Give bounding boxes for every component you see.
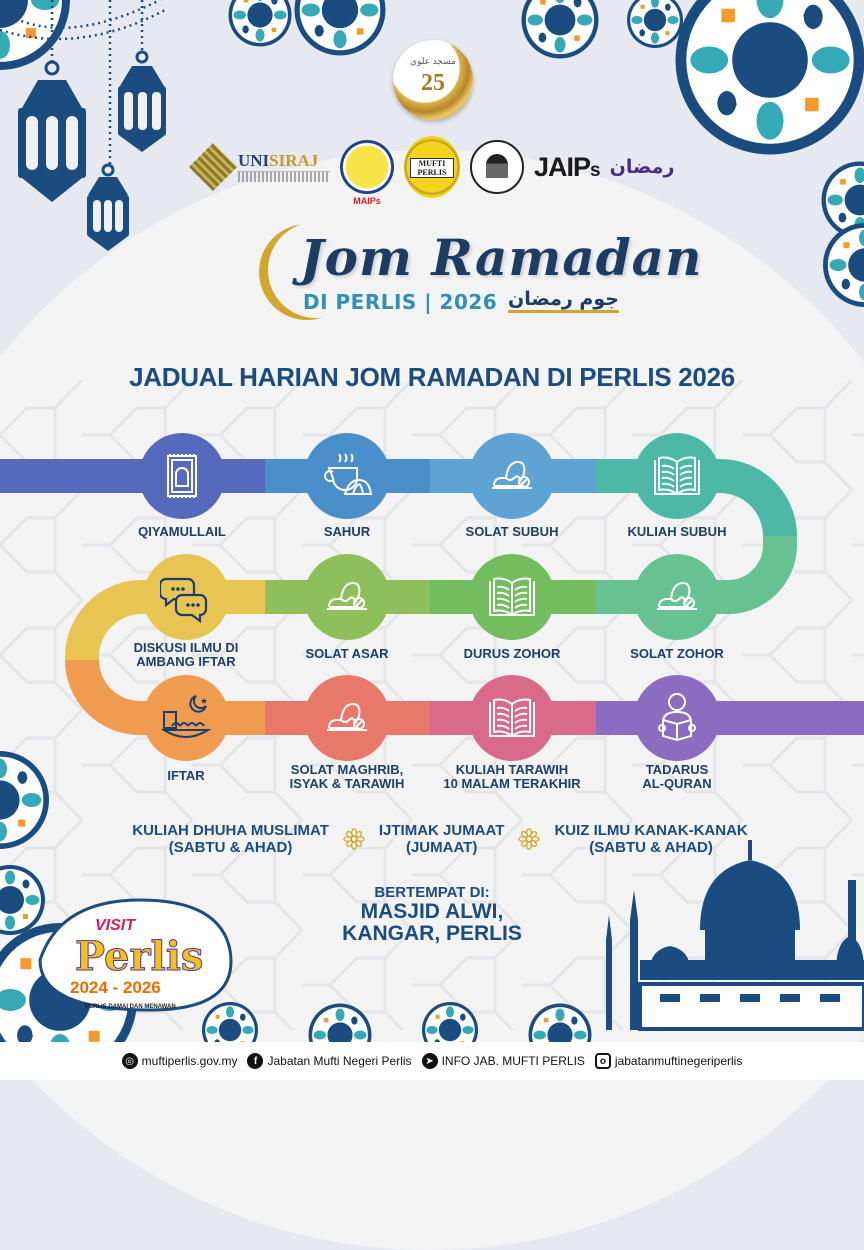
open-book-icon — [486, 692, 538, 744]
footer-contacts — [0, 1042, 864, 1080]
globe-icon: ◎ — [122, 1053, 138, 1069]
instagram-link[interactable]: o jabatanmuftinegeriperlis — [595, 1053, 742, 1069]
facebook-link[interactable]: f Jabatan Mufti Negeri Perlis — [247, 1053, 411, 1069]
solat-maghrib-label: SOLAT MAGHRIB, ISYAK & TARAWIH — [289, 762, 405, 791]
sahur-node — [304, 433, 390, 519]
sujud-icon — [321, 692, 373, 744]
dates-moon-icon — [160, 692, 212, 744]
svg-text:2024 - 2026: 2024 - 2026 — [70, 978, 161, 997]
kuiz-ilmu-item: KUIZ ILMU KANAK-KANAK (SABTU & AHAD) — [554, 822, 748, 856]
event-title: Jom Ramadan — [300, 228, 703, 287]
masjid-alwi-logo — [470, 140, 524, 194]
kuliah-tarawih-label: KULIAH TARAWIH 10 MALAM TERAKHIR — [443, 762, 581, 791]
kuliah-subuh-label: KULIAH SUBUH — [627, 524, 727, 539]
chat-bubbles-icon — [160, 571, 212, 623]
iftar-label: IFTAR — [167, 768, 205, 783]
solat-subuh-label: SOLAT SUBUH — [465, 524, 559, 539]
solat-zohor-label: SOLAT ZOHOR — [630, 646, 724, 661]
solat-subuh-node — [469, 433, 555, 519]
telegram-link[interactable]: ➤ INFO JAB. MUFTI PERLIS — [422, 1053, 585, 1069]
durus-zohor-node — [469, 554, 555, 640]
event-arabic-title: جوم رمضان — [508, 288, 619, 313]
maips-logo: MAIPs — [340, 140, 394, 194]
kuliah-subuh-node — [634, 433, 720, 519]
sujud-icon — [651, 571, 703, 623]
qiyamullail-label: QIYAMULLAIL — [138, 524, 226, 539]
qiyamullail-node — [139, 433, 225, 519]
visit-perlis-logo — [30, 890, 240, 1020]
tadarus-label: TADARUS AL-QURAN — [642, 762, 712, 791]
partner-logos — [192, 132, 692, 206]
open-book-icon — [486, 571, 538, 623]
unisiraj-emblem-icon — [189, 143, 237, 191]
diskusi-ilmu-node — [143, 554, 229, 640]
jaips-logo: JAIPs — [534, 151, 600, 182]
lanterns-decoration — [0, 0, 200, 260]
facebook-icon: f — [247, 1053, 263, 1069]
anniversary-25-badge: مسجد علوي 25 — [393, 40, 473, 120]
solat-zohor-node — [634, 554, 720, 640]
sujud-icon — [321, 571, 373, 623]
event-subtitle: DI PERLIS | 2026 — [303, 290, 498, 314]
solat-asar-label: SOLAT ASAR — [305, 646, 389, 661]
page-title: JADUAL HARIAN JOM RAMADAN DI PERLIS 2026 — [129, 362, 735, 392]
schedule-timeline-path — [0, 440, 864, 740]
unisiraj-logo: UNISIRAJ — [192, 150, 330, 184]
mufti-perlis-logo: MUFTI PERLIS — [404, 136, 460, 198]
diskusi-ilmu-label: DISKUSI ILMU DI AMBANG IFTAR — [133, 640, 239, 669]
sujud-icon — [486, 450, 538, 502]
venue: BERTEMPAT DI: MASJID ALWI, KANGAR, PERLIS — [342, 884, 522, 945]
open-book-icon — [651, 450, 703, 502]
svg-text:VISIT: VISIT — [95, 917, 136, 934]
reading-person-icon — [651, 692, 703, 744]
sahur-label: SAHUR — [323, 524, 371, 539]
telegram-icon: ➤ — [422, 1053, 438, 1069]
website-link[interactable]: ◎ muftiperlis.gov.my — [122, 1053, 238, 1069]
svg-text:Perlis: Perlis — [75, 933, 204, 980]
instagram-icon: o — [595, 1053, 611, 1069]
ijtimak-jumaat-item: IJTIMAK JUMAAT (JUMAAT) — [378, 822, 505, 856]
durus-zohor-label: DURUS ZOHOR — [463, 646, 561, 661]
coffee-croissant-icon — [321, 450, 373, 502]
prayer-mat-icon — [156, 450, 208, 502]
svg-text:PERLIS DAMAI DAN MENAWAN: PERLIS DAMAI DAN MENAWAN — [85, 1004, 176, 1010]
solat-asar-node — [304, 554, 390, 640]
ramadan-logo: رمضان — [609, 156, 675, 178]
kuliah-dhuha-item: KULIAH DHUHA MUSLIMAT (SABTU & AHAD) — [132, 822, 329, 856]
